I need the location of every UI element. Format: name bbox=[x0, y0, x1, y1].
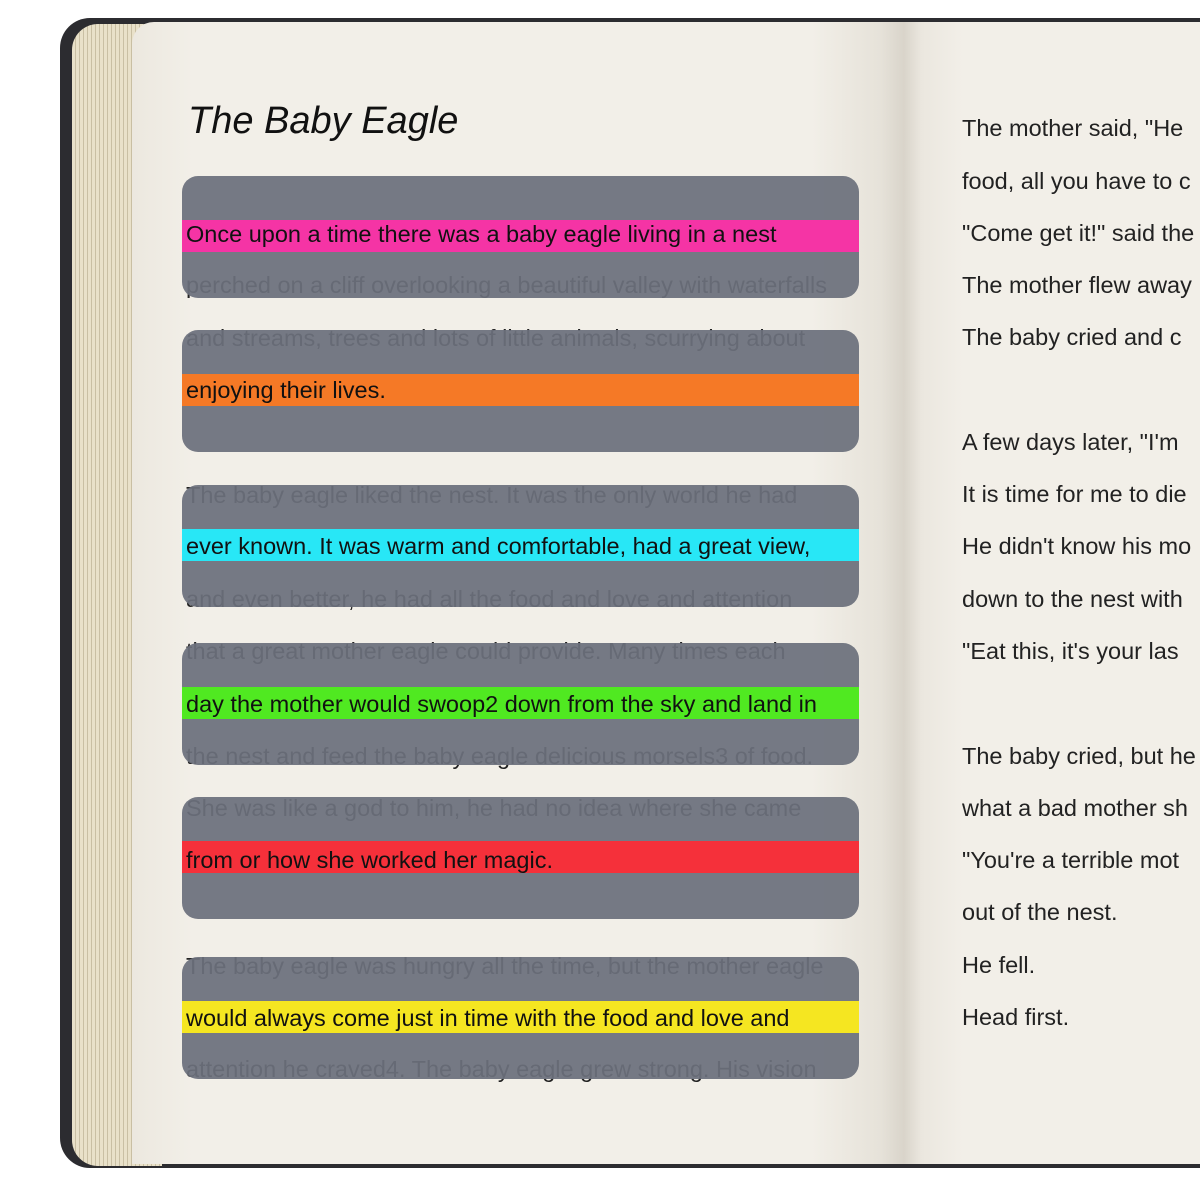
body-line: He didn't know his mo bbox=[962, 533, 1192, 559]
right-page-text bbox=[904, 22, 1200, 1164]
body-line: "Eat this, it's your las bbox=[962, 638, 1179, 664]
highlighted-line: would always come just in time with the food and love and bbox=[186, 1005, 790, 1031]
body-line: The baby cried, but he bbox=[962, 743, 1196, 769]
body-line: It is time for me to die bbox=[962, 481, 1187, 507]
body-line: Head first. bbox=[962, 1004, 1070, 1030]
highlighted-line: ever known. It was warm and comfortable, had a great view, bbox=[186, 533, 811, 559]
body-line: The mother flew away bbox=[962, 272, 1192, 298]
body-line: "Come get it!" said the bbox=[962, 220, 1195, 246]
body-line: "You're a terrible mot bbox=[962, 847, 1180, 873]
highlighted-line: day the mother would swoop2 down from the sky and land in bbox=[186, 691, 817, 717]
body-line: He fell. bbox=[962, 952, 1036, 978]
story-title: The Baby Eagle bbox=[188, 100, 459, 142]
body-line: down to the nest with bbox=[962, 586, 1183, 612]
body-line: what a bad mother sh bbox=[962, 795, 1188, 821]
body-line: food, all you have to c bbox=[962, 168, 1191, 194]
body-line: out of the nest. bbox=[962, 899, 1118, 925]
highlighted-line: Once upon a time there was a baby eagle living in a nest bbox=[186, 221, 777, 247]
highlighted-line: from or how she worked her magic. bbox=[186, 847, 554, 873]
highlighted-line: enjoying their lives. bbox=[186, 377, 386, 403]
body-line: The baby cried and c bbox=[962, 324, 1182, 350]
body-line: The mother said, "He bbox=[962, 115, 1184, 141]
body-line: A few days later, "I'm bbox=[962, 429, 1179, 455]
